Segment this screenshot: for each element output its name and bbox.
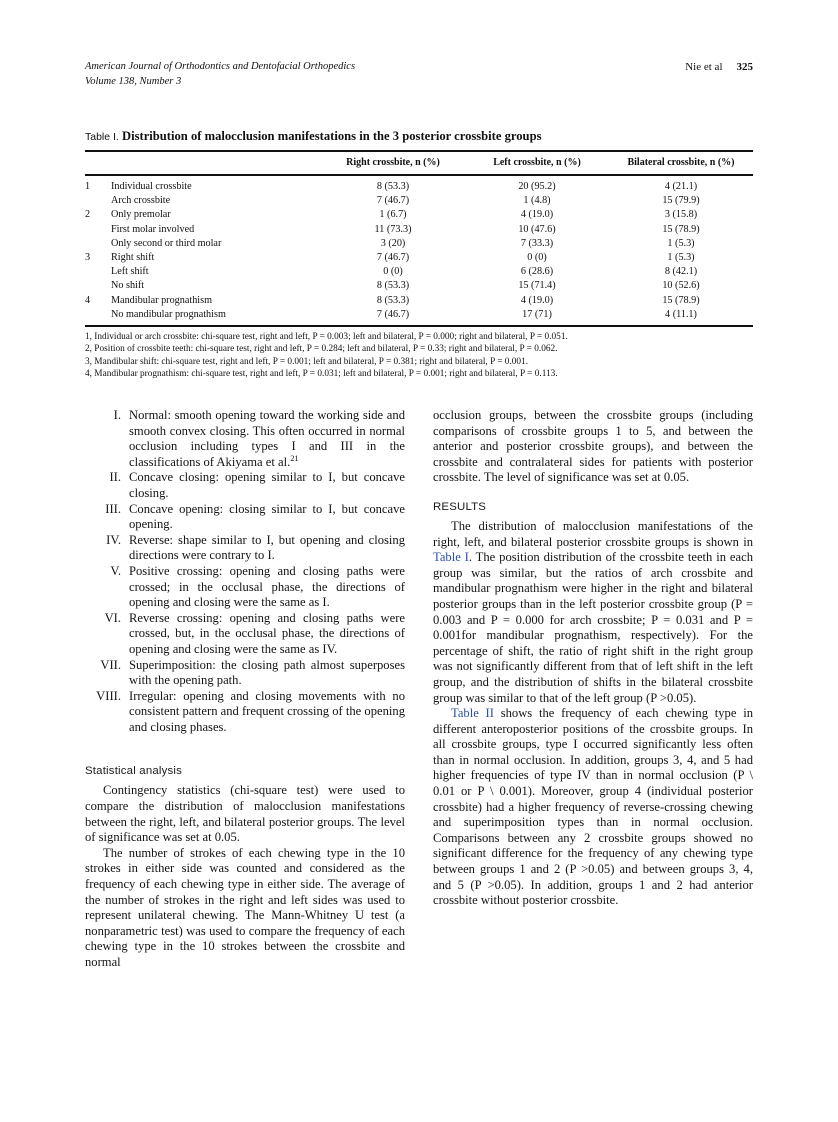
list-item-text: Positive crossing: opening and closing paths were crossed; in the occlusal phase, the directions of opening and closing were the same as I. — [129, 563, 405, 610]
table-title: Distribution of malocclusion manifestations in the 3 posterior crossbite groups — [122, 129, 542, 143]
list-item-numeral: V. — [110, 563, 121, 578]
table-row — [85, 293, 753, 307]
section-spacer — [85, 735, 405, 765]
row-group-number: 4 — [85, 294, 91, 306]
list-item — [85, 502, 405, 533]
right-column — [433, 408, 753, 971]
table-head — [85, 151, 753, 175]
running-head — [85, 60, 753, 89]
list-item — [85, 689, 405, 736]
table-bottom-rule — [85, 325, 753, 327]
row-right-value: 3 (20) — [380, 237, 406, 249]
table-row — [85, 175, 753, 194]
table-block — [85, 128, 753, 381]
table-footnote: 3, Mandibular shift: chi-square test, right and left, P = 0.001; left and bilateral, P = 0.381; right and bilateral, P = 0.001. — [85, 356, 529, 367]
chewing-type-list — [85, 408, 405, 735]
list-item-text: Normal: smooth opening toward the working side and smooth convex closing. This often occurred in normal occlusion including types I and III in the classifications of Akiyama et al. — [129, 408, 405, 469]
row-bilateral-value: 15 (79.9) — [662, 195, 700, 207]
row-group-number — [85, 222, 111, 236]
table-footnote: 1, Individual or arch crossbite: chi-square test, right and left, P = 0.003; left and bilateral, P = 0.000; right and bilateral, P = 0.051. — [85, 331, 568, 342]
statistical-analysis-paragraph-1: Contingency statistics (chi-square test) were used to compare the distribution of malocclusion manifestations between the right, left, and bilateral posterior groups. The level of significance was set at 0.05. — [85, 783, 405, 845]
table-row — [85, 307, 753, 325]
list-item — [85, 533, 405, 564]
row-label: Arch crossbite — [111, 195, 171, 207]
continued-paragraph: occlusion groups, between the crossbite groups (including comparisons of crossbite groups 1 to 5, and between the anterior and posterior crossbite groups), and between the crossbite and contralateral sides for patients with posterior crossbite. The level of significance was set at 0.05. — [433, 408, 753, 485]
list-item-numeral: I. — [113, 408, 121, 422]
results-paragraph-1 — [433, 519, 753, 706]
table-footnote: 4, Mandibular prognathism: chi-square test, right and left, P = 0.031; left and bilateral, P = 0.001; right and bilateral, P = 0.113. — [85, 369, 558, 380]
list-item — [85, 611, 405, 658]
table-row — [85, 265, 753, 279]
row-left-value: 1 (4.8) — [523, 195, 551, 207]
row-label: Only second or third molar — [111, 237, 222, 249]
list-item-numeral: II. — [109, 470, 121, 485]
list-item-numeral: IV. — [106, 532, 121, 547]
row-bilateral-value: 10 (52.6) — [662, 280, 700, 292]
row-label: Individual crossbite — [111, 181, 192, 192]
list-item-text: Reverse: shape similar to I, but opening and closing directions were contrary to I. — [129, 532, 405, 563]
row-right-value: 7 (46.7) — [376, 308, 410, 320]
row-group-number: 1 — [85, 181, 91, 192]
row-group-number — [85, 236, 111, 250]
results-paragraph-2 — [433, 706, 753, 909]
list-item-numeral: VIII. — [96, 688, 121, 703]
list-item-text: Irregular: opening and closing movements with no consistent pattern and frequent crossing of the opening and closing phases. — [129, 688, 405, 734]
list-item-numeral: VI. — [104, 610, 121, 625]
results-p1-text-before-link: The distribution of malocclusion manifestations of the right, left, and bilateral posterior crossbite groups is shown in — [433, 518, 753, 549]
running-head-right — [685, 60, 753, 75]
authors-short: Nie et al — [685, 61, 723, 73]
table-label: Table I. — [85, 131, 119, 143]
row-label: Left shift — [111, 266, 149, 278]
row-bilateral-value: 8 (42.1) — [664, 266, 698, 278]
page-number: 325 — [736, 61, 753, 73]
list-item-text: Reverse crossing: opening and closing paths were crossed, but, in the occlusal phase, the directions of opening and closing were the same as IV. — [129, 610, 405, 656]
list-item — [85, 658, 405, 689]
row-left-value: 4 (19.0) — [520, 294, 554, 306]
left-column — [85, 408, 405, 971]
table-2-crossreference-link[interactable]: Table II — [451, 706, 494, 721]
row-bilateral-value: 4 (11.1) — [665, 308, 697, 320]
row-bilateral-value: 15 (78.9) — [662, 223, 700, 235]
row-label: First molar involved — [111, 223, 195, 235]
table-header-bilateral-crossbite: Bilateral crossbite, n (%) — [609, 151, 753, 175]
row-group-number — [85, 279, 111, 293]
table-header-blank — [85, 151, 321, 175]
table-header-left-crossbite: Left crossbite, n (%) — [465, 151, 609, 175]
list-item — [85, 470, 405, 501]
row-right-value: 11 (73.3) — [374, 223, 412, 235]
table-header-row — [85, 151, 753, 175]
table-footnote: 2, Position of crossbite teeth: chi-square test, right and left, P = 0.284; left and bilateral, P = 0.33; right and bilateral, P = 0.062. — [85, 344, 558, 355]
row-label: Mandibular prognathism — [111, 294, 213, 306]
row-left-value: 20 (95.2) — [518, 181, 556, 192]
row-left-value: 17 (71) — [522, 308, 552, 320]
row-label: Only premolar — [111, 209, 171, 221]
row-bilateral-value: 1 (5.3) — [667, 237, 695, 249]
table-caption — [85, 128, 753, 145]
body-columns — [85, 408, 753, 971]
list-item-text: Concave closing: opening similar to I, but concave closing. — [129, 470, 405, 500]
row-group-number: 3 — [85, 251, 91, 263]
row-label: No shift — [111, 280, 145, 292]
statistical-analysis-paragraph-2: The number of strokes of each chewing type in the 10 strokes in either side was counted and considered as the frequency of each chewing type in either side. The average of the number of strokes in the right and left sides was used to represent unilateral chewing. The Mann-Whitney U test (a nonparametric test) was used to compare the frequency of each chewing type in the 10 strokes between the crossbite and normal — [85, 845, 405, 969]
journal-title: American Journal of Orthodontics and Dentofacial Orthopedics — [85, 61, 356, 72]
list-item-text: Concave opening: closing similar to I, but concave opening. — [129, 501, 405, 532]
row-right-value: 8 (53.3) — [376, 294, 410, 306]
row-group-number: 2 — [85, 209, 91, 221]
volume-issue: Volume 138, Number 3 — [85, 75, 182, 87]
row-group-number — [85, 265, 111, 279]
row-right-value: 7 (46.7) — [376, 251, 410, 263]
running-head-left — [85, 60, 355, 89]
row-bilateral-value: 15 (78.9) — [662, 294, 700, 306]
results-p1-text-after-link: . The position distribution of the crossbite teeth in each group was similar, but the ratios of arch crossbite and mandibular prognathism were higher in the right and bilateral posterior groups than in the left posterior crossbite group (P = 0.003 and P = 0.000 for arch crossbite; P = 0.031 and P = 0.001for mandibular prognathism, respectively). For the percentage of shift, the ratio of right shift in the right group was not significantly different from that of left shift in the left group, and the distribution of shifts in the bilateral crossbite group was similar to that of the left group (P >0.05). — [433, 550, 753, 705]
list-item — [85, 564, 405, 611]
table-body — [85, 175, 753, 325]
results-p2-text-after-link: shows the frequency of each chewing type in different anteroposterior positions of the crossbite groups. In all crossbite groups, type I occurred significantly less often than in normal occlusion. In addition, groups 3, 4, and 5 had higher frequencies of type IV than in normal occlusion (P \ 0.01 or P \ 0.001). Moreover, group 4 (individual posterior crossbite) had a higher frequency of reverse-crossing chewing and superimposition types than in normal occlusion. Comparisons between any 2 crossbite groups showed no significant difference for the frequency of any chewing type between groups 1 and 2 (P >0.05) and between groups 3, 4, and 5 (P >0.05). In addition, groups 1 and 2 had anterior crossbite without posterior crossbite. — [433, 706, 754, 908]
table-header-right-crossbite: Right crossbite, n (%) — [321, 151, 465, 175]
row-label: No mandibular prognathism — [111, 308, 226, 320]
list-item-text: Superimposition: the closing path almost superposes with the opening path. — [129, 657, 405, 688]
table-1-crossreference-link[interactable]: Table I — [433, 550, 469, 565]
row-left-value: 10 (47.6) — [518, 223, 556, 235]
list-item — [85, 408, 405, 470]
row-right-value: 0 (0) — [383, 266, 403, 278]
table-row — [85, 236, 753, 250]
table-row — [85, 250, 753, 264]
row-label: Right shift — [111, 251, 155, 263]
row-left-value: 0 (0) — [527, 251, 547, 263]
reference-superscript[interactable]: 21 — [290, 453, 299, 463]
section-heading-statistical-analysis: Statistical analysis — [85, 765, 183, 778]
row-left-value: 6 (28.6) — [520, 266, 554, 278]
table-row — [85, 279, 753, 293]
row-left-value: 15 (71.4) — [518, 280, 556, 292]
row-right-value: 1 (6.7) — [379, 209, 407, 221]
row-bilateral-value: 1 (5.3) — [667, 251, 695, 263]
section-heading-results: RESULTS — [433, 500, 487, 513]
row-right-value: 8 (53.3) — [376, 280, 410, 292]
row-group-number — [85, 307, 111, 325]
section-spacer — [433, 486, 753, 501]
row-bilateral-value: 3 (15.8) — [664, 209, 698, 221]
table-row — [85, 222, 753, 236]
table-footnotes — [85, 331, 753, 381]
row-left-value: 7 (33.3) — [520, 237, 554, 249]
table-row — [85, 208, 753, 222]
list-item-numeral: VII. — [100, 657, 121, 672]
malocclusion-table — [85, 150, 753, 325]
row-right-value: 8 (53.3) — [376, 181, 410, 192]
row-bilateral-value: 4 (21.1) — [664, 181, 698, 192]
table-row — [85, 194, 753, 208]
list-item-numeral: III. — [105, 501, 121, 516]
row-right-value: 7 (46.7) — [376, 195, 410, 207]
row-left-value: 4 (19.0) — [520, 209, 554, 221]
row-group-number — [85, 194, 111, 208]
